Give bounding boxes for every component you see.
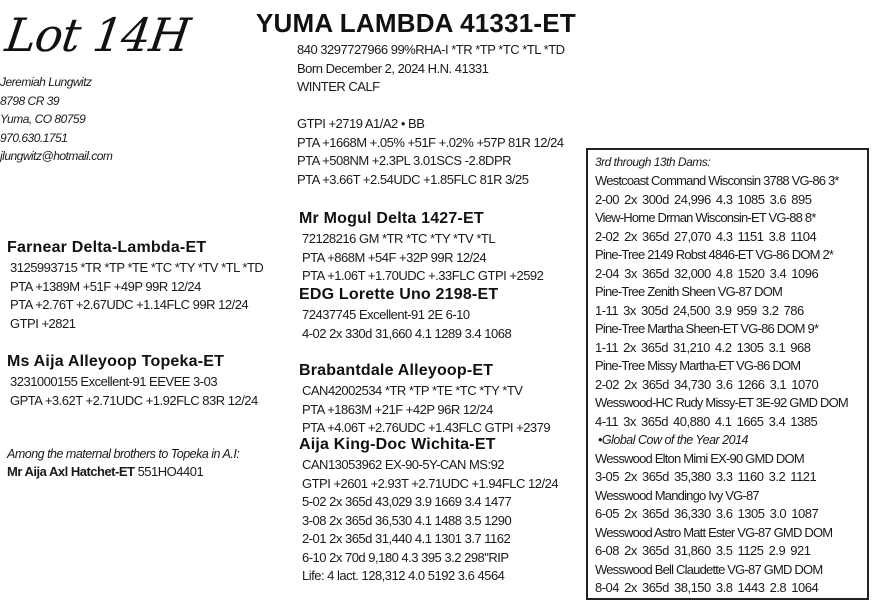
dam-dam-line: 3-08 2x 365d 36,530 4.1 1488 3.5 1290 bbox=[302, 512, 512, 528]
sire-dam-line: 4-02 2x 330d 31,660 4.1 1289 3.4 1068 bbox=[302, 325, 512, 341]
sire-block bbox=[7, 239, 263, 333]
dam-sire-line: CAN42002534 *TR *TP *TE *TC *TY *TV bbox=[302, 383, 523, 398]
dam-ancestor-name: Pine-Tree Martha Sheen-ET VG-86 DOM 9* bbox=[595, 321, 819, 336]
dam-ancestor-name: Wesswood Astro Matt Ester VG-87 GMD DOM bbox=[595, 524, 833, 540]
sire-sire-line: PTA +1.06T +1.70UDC +.33FLC GTPI +2592 bbox=[302, 268, 544, 283]
dam-ancestor-record: 3-05 2x 365d 35,380 3.3 1160 3.2 1121 bbox=[595, 469, 817, 484]
dam-dam-line: Life: 4 lact. 128,312 4.0 5192 3.6 4564 bbox=[302, 568, 505, 583]
dam-sire-line: PTA +1863M +21F +42P 96R 12/24 bbox=[302, 401, 493, 417]
registration-line: 840 3297727966 99%RHA-I *TR *TP *TC *TL *TD bbox=[297, 42, 565, 57]
sire-dam-line: 72437745 Excellent-91 2E 6-10 bbox=[302, 307, 470, 322]
animal-id-block bbox=[297, 41, 565, 97]
proof-line: PTA +3.66T +2.54UDC +1.85FLC 81R 3/25 bbox=[297, 171, 529, 187]
owner-address: 8798 CR 39 bbox=[0, 93, 60, 108]
sire-line: PTA +2.76T +2.67UDC +1.14FLC 99R 12/24 bbox=[10, 297, 249, 312]
dam-ancestor-name: Pine-Tree Missy Martha-ET VG-86 DOM bbox=[595, 358, 801, 373]
proof-line: PTA +1668M +.05% +51F +.02% +57P 81R 12/24 bbox=[297, 134, 564, 150]
dam-ancestor-name: Wesswood-HC Rudy Missy-ET 3E-92 GMD DOM bbox=[595, 395, 848, 410]
owner-phone: 970.630.1751 bbox=[0, 130, 68, 145]
dam-sire-block bbox=[299, 362, 550, 438]
dam-dam-line: 5-02 2x 365d 43,029 3.9 1669 3.4 1477 bbox=[302, 494, 512, 509]
dam-dam-line: 2-01 2x 365d 31,440 4.1 1301 3.7 1162 bbox=[302, 531, 511, 546]
dam-ancestor-record: 2-00 2x 300d 24,996 4.3 1085 3.6 895 bbox=[595, 191, 812, 207]
dam-ancestor-record: 8-04 2x 365d 38,150 3.8 1443 2.8 1064 bbox=[595, 580, 819, 595]
dam-ancestor-record: 1-11 3x 305d 24,500 3.9 959 3.2 786 bbox=[595, 302, 804, 318]
dam-ancestor-record: 2-02 2x 365d 27,070 4.3 1151 3.8 1104 bbox=[595, 228, 817, 244]
sire-dam-block bbox=[299, 286, 511, 343]
dam-ancestor-name: Pine-Tree 2149 Robst 4846-ET VG-86 DOM 2* bbox=[595, 247, 834, 262]
owner-contact bbox=[0, 73, 112, 166]
dam-dam-line: 6-10 2x 70d 9,180 4.3 395 3.2 298"RIP bbox=[302, 549, 509, 565]
maternal-brother-code: 551HO4401 bbox=[137, 464, 204, 479]
sire-name: Farnear Delta-Lambda-ET bbox=[7, 239, 207, 256]
maternal-brother bbox=[7, 463, 203, 482]
dam-ancestor-record: 1-11 2x 365d 31,210 4.2 1305 3.1 968 bbox=[595, 339, 811, 355]
dam-ancestor-record: 6-08 2x 365d 31,860 3.5 1125 2.9 921 bbox=[595, 543, 811, 558]
dam-line: GPTA +3.62T +2.71UDC +1.92FLC 83R 12/24 bbox=[10, 392, 258, 408]
sire-line: PTA +1389M +51F +49P 99R 12/24 bbox=[10, 278, 201, 294]
owner-city: Yuma, CO 80759 bbox=[0, 112, 86, 126]
dam-line: 3231000155 Excellent-91 EEVEE 3-03 bbox=[10, 374, 218, 389]
dam-ancestor-name: Pine-Tree Zenith Sheen VG-87 DOM bbox=[595, 284, 783, 299]
owner-name: Jeremiah Lungwitz bbox=[0, 75, 92, 89]
maternal-note: Among the maternal brothers to Topeka in A.I: bbox=[7, 447, 240, 461]
owner-email: jlungwitz@hotmail.com bbox=[0, 149, 113, 163]
lot-number: Lot 14H bbox=[2, 8, 193, 62]
dam-ancestor-name: Wesswood Elton Mimi EX-90 GMD DOM bbox=[595, 450, 804, 466]
sire-line: GTPI +2821 bbox=[10, 315, 76, 331]
dam-sire-name: Brabantdale Alleyoop-ET bbox=[299, 362, 494, 379]
dam-ancestor-record: 4-11 3x 365d 40,880 4.1 1665 3.4 1385 bbox=[595, 413, 818, 429]
birth-line: Born December 2, 2024 H.N. 41331 bbox=[297, 60, 489, 76]
dam-dam-name: Aija King-Doc Wichita-ET bbox=[299, 436, 496, 453]
animal-title: YUMA LAMBDA 41331-ET bbox=[256, 8, 576, 38]
sire-line: 3125993715 *TR *TP *TE *TC *TY *TV *TL *TD bbox=[10, 260, 264, 275]
sire-sire-block bbox=[299, 210, 543, 286]
sire-dam-name: EDG Lorette Uno 2198-ET bbox=[299, 286, 499, 303]
dam-dam-line: CAN13053962 EX-90-5Y-CAN MS:92 bbox=[302, 457, 505, 472]
dam-ancestor-record: 2-02 2x 365d 34,730 3.6 1266 3.1 1070 bbox=[595, 376, 819, 392]
dam-sire-line: PTA +4.06T +2.76UDC +1.43FLC GTPI +2379 bbox=[302, 420, 551, 435]
sire-sire-line: PTA +868M +54F +32P 99R 12/24 bbox=[302, 249, 487, 265]
dam-ancestor-record: 2-04 3x 365d 32,000 4.8 1520 3.4 1096 bbox=[595, 265, 819, 281]
dam-block bbox=[7, 353, 258, 410]
dam-dam-block bbox=[299, 436, 558, 586]
dam-ancestor-name: View-Home Drman Wisconsin-ET VG-88 8* bbox=[595, 210, 816, 225]
proof-line: PTA +508NM +2.3PL 3.01SCS -2.8DPR bbox=[297, 153, 512, 168]
dam-name: Ms Aija Alleyoop Topeka-ET bbox=[7, 353, 225, 370]
dam-ancestor-name: Wesswood Bell Claudette VG-87 GMD DOM bbox=[595, 561, 823, 577]
dam-ancestor-name: Westcoast Command Wisconsin 3788 VG-86 3* bbox=[595, 173, 839, 188]
dam-ancestor-record: 6-05 2x 365d 36,330 3.6 1305 3.0 1087 bbox=[595, 506, 819, 521]
dams-list bbox=[595, 172, 848, 598]
dams-box bbox=[586, 148, 869, 600]
proof-line: GTPI +2719 A1/A2 • BB bbox=[297, 116, 425, 131]
sire-sire-name: Mr Mogul Delta 1427-ET bbox=[299, 210, 484, 227]
dam-dam-line: GTPI +2601 +2.93T +2.71UDC +1.94FLC 12/24 bbox=[302, 475, 559, 491]
class-line: WINTER CALF bbox=[297, 79, 380, 94]
dams-heading: 3rd through 13th Dams: bbox=[595, 155, 711, 169]
dam-ancestor-note: •Global Cow of the Year 2014 bbox=[598, 433, 748, 447]
maternal-brother-name: Mr Aija Axl Hatchet-ET bbox=[7, 464, 135, 479]
sire-sire-line: 72128216 GM *TR *TC *TY *TV *TL bbox=[302, 231, 496, 246]
dam-ancestor-name: Wesswood Mandingo Ivy VG-87 bbox=[595, 487, 759, 503]
genomic-proofs bbox=[297, 115, 564, 189]
